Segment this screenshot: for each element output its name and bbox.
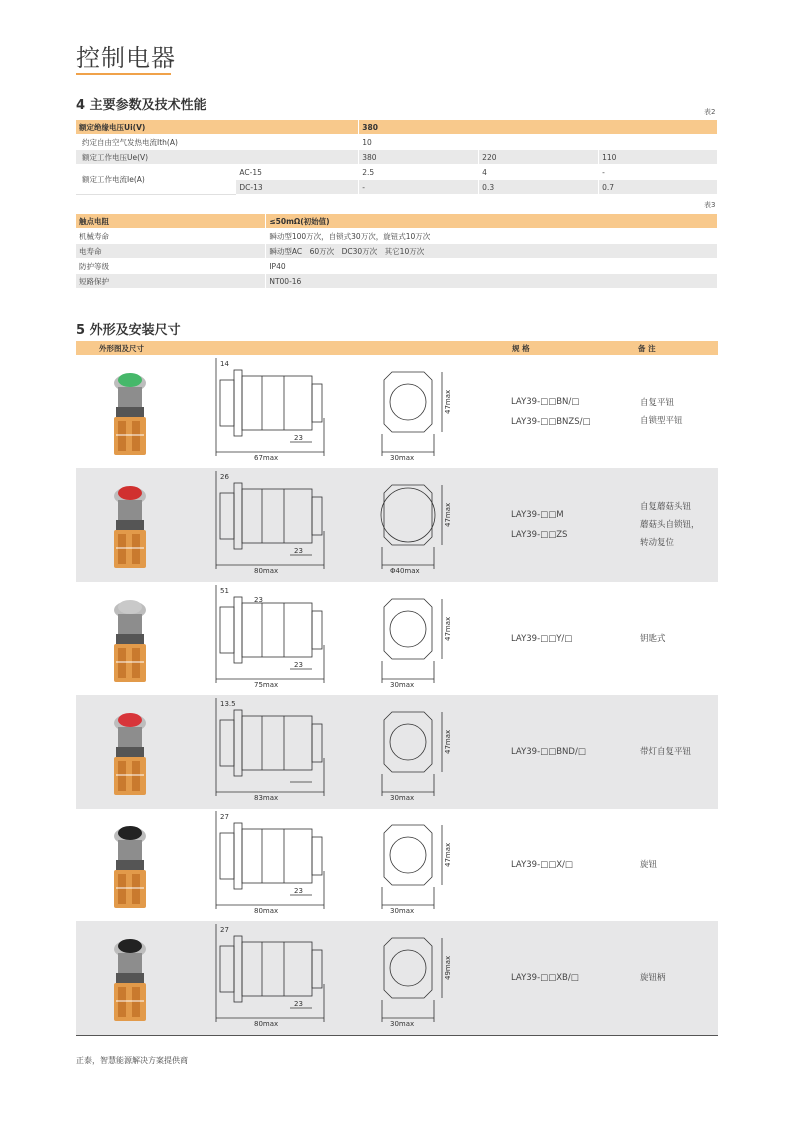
table-row	[76, 150, 718, 165]
side-view-drawing	[214, 698, 334, 803]
side-view-drawing	[214, 358, 334, 463]
front-view-drawing	[376, 358, 466, 463]
spec-list	[511, 629, 572, 649]
product-photo	[100, 929, 160, 1029]
product-photo	[100, 590, 160, 690]
spec-model: LAY39-□□M	[511, 510, 564, 520]
note-text: 钥匙式	[640, 634, 666, 644]
product-row	[76, 468, 718, 582]
footer-divider	[76, 1035, 718, 1036]
cell-value: 0.7	[599, 180, 718, 195]
note-list	[640, 498, 700, 552]
cell-value: 瞬动型AC 60万次 DC30万次 其它10万次	[266, 244, 718, 259]
dimension-label: 75max	[254, 681, 279, 689]
cell-value: -	[599, 165, 718, 180]
cell-value: 380	[359, 150, 479, 165]
dimension-label: 23	[294, 661, 303, 669]
front-view-drawing	[376, 924, 466, 1029]
product-row	[76, 695, 718, 809]
dimension-label: 47max	[444, 842, 452, 867]
front-view-drawing	[376, 698, 466, 803]
dimension-label: 13.5	[220, 700, 236, 708]
dimension-label: 67max	[254, 454, 279, 462]
dimension-label: 83max	[254, 794, 279, 802]
dimension-label: 47max	[444, 729, 452, 754]
note-text: 带灯自复平钮	[640, 747, 692, 757]
table-row	[76, 214, 718, 229]
dimension-label: 30max	[390, 454, 415, 462]
dimension-label: 27	[220, 813, 229, 821]
front-view-drawing	[376, 811, 466, 916]
dimension-label: 23	[254, 596, 263, 604]
front-view-drawing	[376, 471, 466, 576]
note-text: 旋钮	[640, 860, 658, 870]
side-view-drawing	[214, 585, 334, 690]
spec-list	[511, 505, 567, 545]
spec-model: LAY39-□□Y/□	[511, 634, 573, 644]
cell-value: NT00-16	[266, 274, 718, 289]
cell-value: 4	[479, 165, 599, 180]
table-row	[76, 135, 718, 150]
section-5-heading: 5 外形及安装尺寸	[76, 323, 181, 338]
cell-value: 2.5	[359, 165, 479, 180]
cell-sub: AC-15	[236, 165, 359, 180]
cell-value: ≤50mΩ(初始值)	[266, 214, 718, 229]
dimension-label: 23	[294, 434, 303, 442]
dimension-label: 30max	[390, 907, 415, 915]
dimension-label: 47max	[444, 502, 452, 527]
note-text: 旋钮柄	[640, 973, 666, 983]
dimension-label: 80max	[254, 907, 279, 915]
note-text: 自锁型平钮	[640, 416, 683, 426]
spec-model: LAY39-□□X/□	[511, 860, 573, 870]
cell-label: 额定工作电流Ie(A)	[76, 165, 236, 195]
column-spec: 规 格	[512, 344, 530, 353]
cell-value: IP40	[266, 259, 718, 274]
table-2-tag: 表2	[704, 108, 716, 116]
note-text: 转动复位	[640, 538, 675, 548]
dimension-table-header	[76, 341, 718, 355]
side-view-drawing	[214, 811, 334, 916]
product-photo	[100, 816, 160, 916]
cell-sub: DC-13	[236, 180, 359, 195]
title-underline	[76, 73, 171, 75]
cell-label: 额定绝缘电压Ui(V)	[76, 120, 359, 135]
cell-value: 0.3	[479, 180, 599, 195]
dimension-label: 27	[220, 926, 229, 934]
table-3-tag: 表3	[704, 201, 716, 209]
dimension-label: 23	[294, 547, 303, 555]
table-row	[76, 120, 718, 135]
dimension-label: 30max	[390, 681, 415, 689]
side-view-drawing	[214, 471, 334, 576]
table-row	[76, 244, 718, 259]
spec-list	[511, 855, 573, 875]
dimension-label: 80max	[254, 567, 279, 575]
note-list	[640, 969, 666, 987]
column-note: 备 注	[638, 344, 656, 353]
cell-value: -	[359, 180, 479, 195]
dimension-label: 80max	[254, 1020, 279, 1028]
product-photo	[100, 476, 160, 576]
note-list	[640, 394, 683, 430]
cell-label: 触点电阻	[76, 214, 266, 229]
dimension-label: 51	[220, 587, 229, 595]
cell-value: 220	[479, 150, 599, 165]
column-drawing: 外形图及尺寸	[99, 344, 144, 353]
table-row	[76, 165, 718, 180]
note-text: 自复平钮	[640, 398, 675, 408]
cell-value: 10	[359, 135, 718, 150]
note-list	[640, 630, 666, 648]
cell-label: 电寿命	[76, 244, 266, 259]
page-title: 控制电器	[76, 44, 176, 72]
dimension-label: 23	[294, 887, 303, 895]
note-text: 自复蘑菇头钮	[640, 502, 692, 512]
dimension-label: Φ40max	[390, 567, 420, 575]
table-row	[76, 259, 718, 274]
note-list	[640, 856, 657, 874]
cell-value: 110	[599, 150, 718, 165]
dimension-label: 47max	[444, 389, 452, 414]
dimension-label: 23	[294, 1000, 303, 1008]
footer-text: 正泰，智慧能源解决方案提供商	[76, 1056, 188, 1065]
spec-model: LAY39-□□XB/□	[511, 973, 579, 983]
dimension-label: 49max	[444, 955, 452, 980]
spec-model: LAY39-□□BNZS/□	[511, 417, 591, 427]
cell-value: 380	[359, 120, 718, 135]
spec-list	[511, 968, 579, 988]
product-row	[76, 921, 718, 1035]
cell-label: 额定工作电压Ue(V)	[76, 150, 359, 165]
product-row	[76, 355, 718, 469]
spec-model: LAY39-□□BND/□	[511, 747, 586, 757]
spec-model: LAY39-□□ZS	[511, 530, 568, 540]
front-view-drawing	[376, 585, 466, 690]
product-row	[76, 582, 718, 696]
table-3	[76, 214, 718, 289]
dimension-label: 30max	[390, 794, 415, 802]
spec-list	[511, 742, 586, 762]
table-2	[76, 120, 718, 195]
spec-model: LAY39-□□BN/□	[511, 397, 580, 407]
table-row	[76, 229, 718, 244]
dimension-label: 30max	[390, 1020, 415, 1028]
note-text: 蘑菇头自锁钮，	[640, 520, 700, 530]
product-row	[76, 808, 718, 922]
cell-value: 瞬动型100万次，自锁式30万次，旋钮式10万次	[266, 229, 718, 244]
note-list	[640, 743, 691, 761]
cell-label: 机械寿命	[76, 229, 266, 244]
product-photo	[100, 363, 160, 463]
cell-label: 防护等级	[76, 259, 266, 274]
section-4-heading: 4 主要参数及技术性能	[76, 98, 207, 113]
cell-label: 短路保护	[76, 274, 266, 289]
dimension-label: 14	[220, 360, 229, 368]
dimension-label: 47max	[444, 616, 452, 641]
cell-label: 约定自由空气发热电流Ith(A)	[76, 135, 359, 150]
table-row	[76, 274, 718, 289]
product-photo	[100, 703, 160, 803]
side-view-drawing	[214, 924, 334, 1029]
spec-list	[511, 392, 591, 432]
dimension-label: 26	[220, 473, 229, 481]
